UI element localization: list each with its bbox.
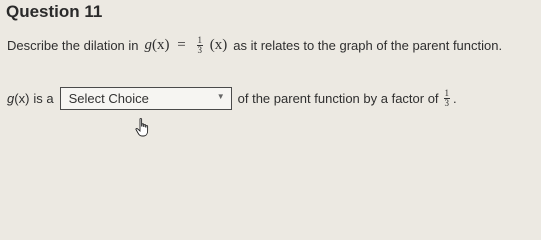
prompt-text: Describe the dilation in bbox=[7, 38, 139, 53]
factor-denominator: 3 bbox=[444, 98, 450, 108]
coefficient-fraction bbox=[197, 36, 204, 55]
fraction-denominator: 3 bbox=[197, 45, 202, 55]
question-prompt bbox=[7, 36, 502, 55]
end-period: . bbox=[453, 91, 457, 106]
prompt-relation: as it relates to the graph of the parent function. bbox=[233, 38, 503, 53]
select-value: Select Choice bbox=[68, 91, 149, 106]
function-arg: (x) bbox=[152, 36, 170, 53]
equals-sign: = bbox=[177, 36, 186, 53]
hand-cursor-icon bbox=[135, 118, 151, 138]
answer-sentence bbox=[7, 87, 457, 110]
function-name: g bbox=[144, 36, 153, 53]
fraction-numerator: 1 bbox=[197, 35, 202, 45]
factor-numerator: 1 bbox=[444, 88, 450, 98]
function-expression bbox=[145, 36, 228, 55]
chevron-down-icon: ▼ bbox=[216, 92, 225, 101]
answer-trailing-text: of the parent function by a factor of bbox=[237, 91, 439, 106]
question-title: Question 11 bbox=[6, 2, 103, 21]
answer-is-a: is a bbox=[33, 91, 54, 106]
factor-fraction bbox=[444, 89, 451, 108]
rhs-arg: (x) bbox=[209, 36, 228, 53]
answer-subject: g(x) bbox=[7, 91, 30, 106]
dilation-type-select[interactable] bbox=[60, 87, 232, 110]
